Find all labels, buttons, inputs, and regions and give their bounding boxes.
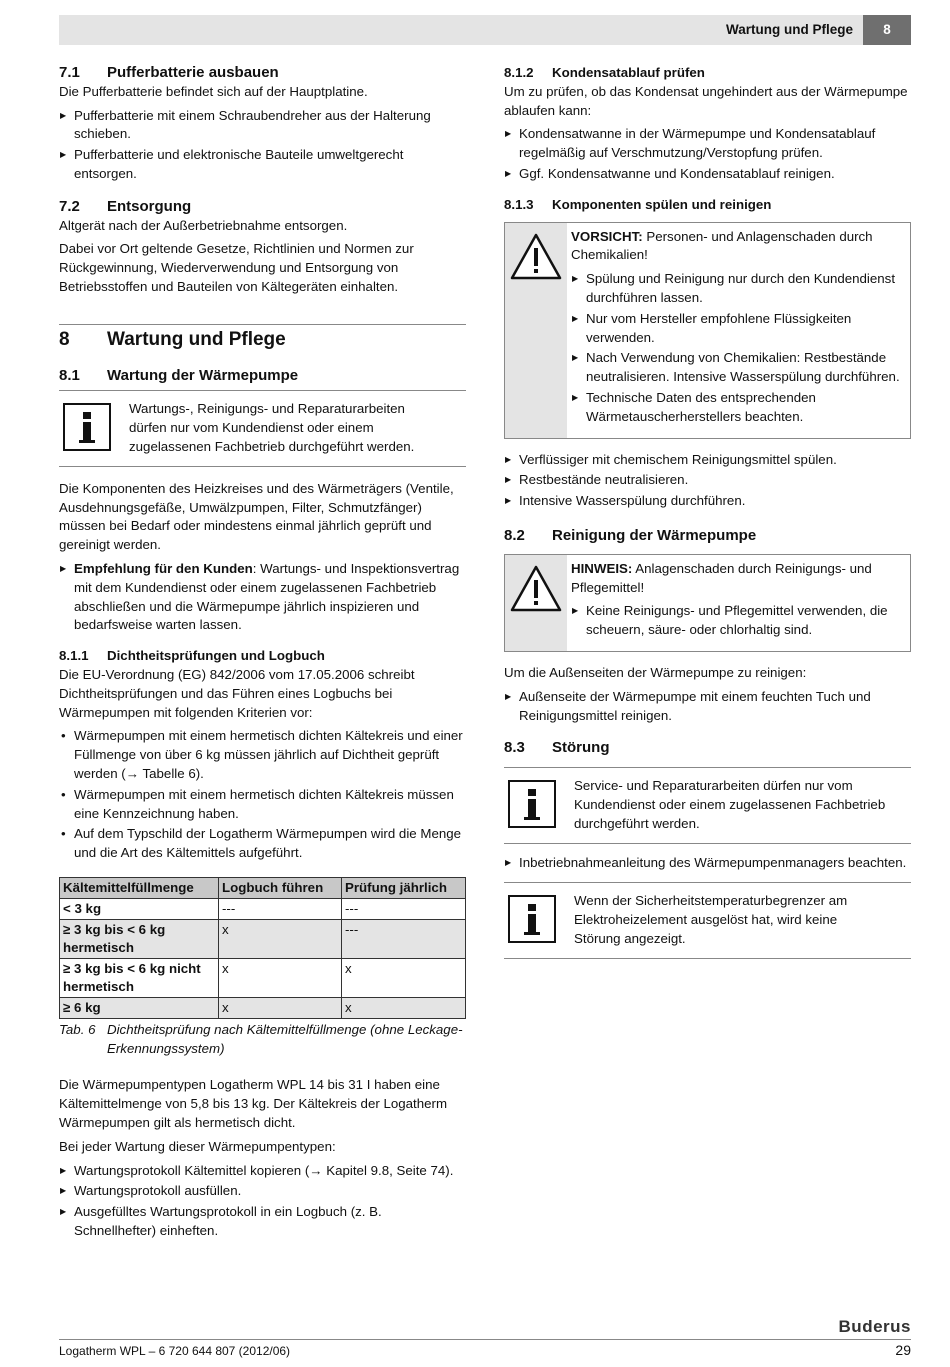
list-item: ▶ Pufferbatterie und elektronische Bauteile umweltgerecht entsorgen. bbox=[59, 146, 466, 184]
caution-box bbox=[504, 222, 911, 439]
list-item: ▶ Außenseite der Wärmepumpe mit einem feuchten Tuch und Reinigungsmittel reinigen. bbox=[504, 688, 911, 726]
page-header bbox=[59, 15, 911, 45]
column-header: Prüfung jährlich bbox=[342, 877, 466, 898]
section-7-2-heading: 7.2 Entsorgung bbox=[59, 197, 192, 215]
paragraph: Die Komponenten des Heizkreises und des Wärmeträgers (Ventile, Ausdehnungsgefäße, Umwälzpumpen, Filter, Schmutzfänger) müssen bei Bedarf oder mindestens einmal jährlich geprüft und gereinigt werden. bbox=[59, 480, 454, 553]
column-header: Kältemittelfüllmenge bbox=[60, 877, 219, 898]
paragraph: Bei jeder Wartung dieser Wärmepumpentypen: bbox=[59, 1138, 336, 1154]
action-list bbox=[504, 125, 911, 183]
list-item: ▶ Kondensatwanne in der Wärmepumpe und Kondensatablauf regelmäßig auf Verschmutzung/Verstopfung prüfen. bbox=[504, 125, 911, 163]
chapter-8-heading: 8 Wartung und Pflege bbox=[59, 328, 286, 350]
list-item: ▶ Empfehlung für den Kunden: Wartungs- und Inspektionsvertrag mit dem Kundendienst oder einem zugelassenen Fachbetrieb abschließen und die Wärmepumpe jährlich inspizieren und bedarfsweise warten lassen. bbox=[59, 560, 466, 635]
list-item: ▶ Keine Reinigungs- und Pflegemittel verwenden, die scheuern, säure- oder chlorhaltig sind. bbox=[571, 602, 902, 640]
section-8-3-heading: 8.3 Störung bbox=[504, 739, 610, 757]
paragraph: Die EU-Verordnung (EG) 842/2006 vom 17.05.2006 schreibt Dichtheitsprüfungen und das Führen eines Logbuchs bei Wärmepumpen mit folgenden Kriterien vor: bbox=[59, 666, 415, 720]
chapter-number: 8 bbox=[863, 15, 911, 45]
list-item: ▶ Nach Verwendung von Chemikalien: Restbestände neutralisieren. Intensive Wasserspülung durchführen. bbox=[571, 349, 902, 387]
section-7-1-heading: 7.1 Pufferbatterie ausbauen bbox=[59, 64, 279, 81]
table-row: ≥ 3 kg bis < 6 kg hermetisch x --- bbox=[60, 919, 466, 958]
paragraph: Um zu prüfen, ob das Kondensat ungehindert aus der Wärmepumpe ablaufen kann: bbox=[504, 83, 908, 118]
info-text: Service- und Reparaturarbeiten dürfen nur vom Kundendienst oder einem zugelassenen Fachbetrieb durchgeführt werden. bbox=[574, 778, 886, 831]
right-column bbox=[504, 64, 911, 959]
action-list bbox=[59, 107, 466, 184]
leak-test-table bbox=[59, 877, 466, 1019]
action-list bbox=[504, 854, 911, 873]
action-list bbox=[59, 1162, 466, 1241]
bullet-list bbox=[59, 727, 466, 863]
list-item: • Auf dem Typschild der Logatherm Wärmepumpen wird die Menge und die Art des Kältemittels aufgeführt. bbox=[59, 825, 466, 863]
notice-box bbox=[504, 554, 911, 652]
paragraph: Um die Außenseiten der Wärmepumpe zu reinigen: bbox=[504, 664, 807, 680]
list-item: ▶ Ausgefülltes Wartungsprotokoll in ein Logbuch (z. B. Schnellhefter) einheften. bbox=[59, 1203, 466, 1241]
recommendation-list bbox=[59, 560, 466, 635]
column-header: Logbuch führen bbox=[219, 877, 342, 898]
list-item: ▶ Restbestände neutralisieren. bbox=[504, 471, 911, 490]
buderus-logo: Buderus bbox=[838, 1317, 911, 1336]
table-row: ≥ 6 kg x x bbox=[60, 997, 466, 1018]
caution-text: VORSICHT: Personen- und Anlagenschaden durch Chemikalien! bbox=[571, 228, 873, 263]
section-divider bbox=[59, 324, 466, 350]
paragraph: Dabei vor Ort geltende Gesetze, Richtlinien und Normen zur Rückgewinnung, Wiederverwendung und Entsorgung von Betriebsstoffen und Bauteilen von Kältegeräten einhalten. bbox=[59, 241, 414, 294]
list-item: ▶ Wartungsprotokoll Kältemittel kopieren (→ Kapitel 9.8, Seite 74). bbox=[59, 1162, 466, 1181]
page-number: 29 bbox=[895, 1342, 911, 1358]
list-item: ▶ Wartungsprotokoll ausfüllen. bbox=[59, 1182, 466, 1201]
section-8-1-3-heading: 8.1.3 Komponenten spülen und reinigen bbox=[504, 196, 772, 212]
section-8-2-heading: 8.2 Reinigung der Wärmepumpe bbox=[504, 526, 757, 544]
list-item: ▶ Pufferbatterie mit einem Schraubendreher aus der Halterung schieben. bbox=[59, 107, 466, 145]
info-box bbox=[59, 390, 466, 466]
section-8-1-heading: 8.1 Wartung der Wärmepumpe bbox=[59, 366, 299, 384]
section-8-1-2-heading: 8.1.2 Kondensatablauf prüfen bbox=[504, 65, 705, 80]
info-icon bbox=[63, 403, 111, 451]
list-item: ▶ Spülung und Reinigung nur durch den Kundendienst durchführen lassen. bbox=[571, 270, 902, 308]
notice-text: HINWEIS: Anlagenschaden durch Reinigungs- und Pflegemittel! bbox=[571, 560, 872, 595]
warning-triangle-icon bbox=[505, 223, 567, 438]
paragraph: Die Wärmepumpentypen Logatherm WPL 14 bis 31 I haben eine Kältemittelmenge von 5,8 bis 13 kg. Der Kältekreis der Logatherm Wärmepumpen gilt als hermetisch dicht. bbox=[59, 1077, 448, 1131]
table-row: ≥ 3 kg bis < 6 kg nicht hermetisch x x bbox=[60, 958, 466, 997]
list-item: ▶ Intensive Wasserspülung durchführen. bbox=[504, 492, 911, 511]
info-text: Wartungs-, Reinigungs- und Reparaturarbeiten dürfen nur vom Kundendienst oder einem zugelassenen Fachbetrieb durchgeführt werden. bbox=[129, 401, 415, 454]
info-box bbox=[504, 882, 911, 958]
left-column bbox=[59, 64, 466, 1246]
info-box bbox=[504, 767, 911, 843]
table-caption: Tab. 6 Dichtheitsprüfung nach Kältemittelfüllmenge (ohne Leckage-Erkennungssystem) bbox=[59, 1021, 463, 1056]
footer-divider bbox=[59, 1339, 911, 1340]
section-8-1-1-heading: 8.1.1 Dichtheitsprüfungen und Logbuch bbox=[59, 648, 325, 664]
action-list bbox=[504, 451, 911, 511]
warning-triangle-icon bbox=[505, 555, 567, 651]
footer-document-id: Logatherm WPL – 6 720 644 807 (2012/06) bbox=[59, 1344, 291, 1358]
info-text: Wenn der Sicherheitstemperaturbegrenzer am Elektroheizelement ausgelöst hat, wird keine Störung angezeigt. bbox=[574, 893, 848, 946]
info-icon bbox=[508, 895, 556, 943]
list-item: ▶ Verflüssiger mit chemischem Reinigungsmittel spülen. bbox=[504, 451, 911, 470]
caution-list bbox=[571, 270, 902, 426]
header-title: Wartung und Pflege bbox=[726, 22, 853, 37]
table-row: < 3 kg --- --- bbox=[60, 898, 466, 919]
info-icon bbox=[508, 780, 556, 828]
action-list bbox=[504, 688, 911, 726]
table-header-row bbox=[60, 877, 466, 898]
notice-list bbox=[571, 602, 902, 640]
list-item: ▶ Nur vom Hersteller empfohlene Flüssigkeiten verwenden. bbox=[571, 310, 902, 348]
paragraph: Die Pufferbatterie befindet sich auf der Hauptplatine. bbox=[59, 83, 368, 99]
paragraph: Altgerät nach der Außerbetriebnahme entsorgen. bbox=[59, 217, 348, 233]
list-item: ▶ Technische Daten des entsprechenden Wärmetauscherherstellers beachten. bbox=[571, 389, 902, 427]
list-item: ▶ Inbetriebnahmeanleitung des Wärmepumpenmanagers beachten. bbox=[504, 854, 911, 873]
list-item: ▶ Ggf. Kondensatwanne und Kondensatablauf reinigen. bbox=[504, 165, 911, 184]
list-item: • Wärmepumpen mit einem hermetisch dichten Kältekreis und einer Füllmenge von über 6 kg müssen jährlich auf Dichtheit geprüft werden (→ Tabelle 6). bbox=[59, 727, 466, 783]
list-item: • Wärmepumpen mit einem hermetisch dichten Kältekreis müssen eine Kennzeichnung haben. bbox=[59, 786, 466, 824]
